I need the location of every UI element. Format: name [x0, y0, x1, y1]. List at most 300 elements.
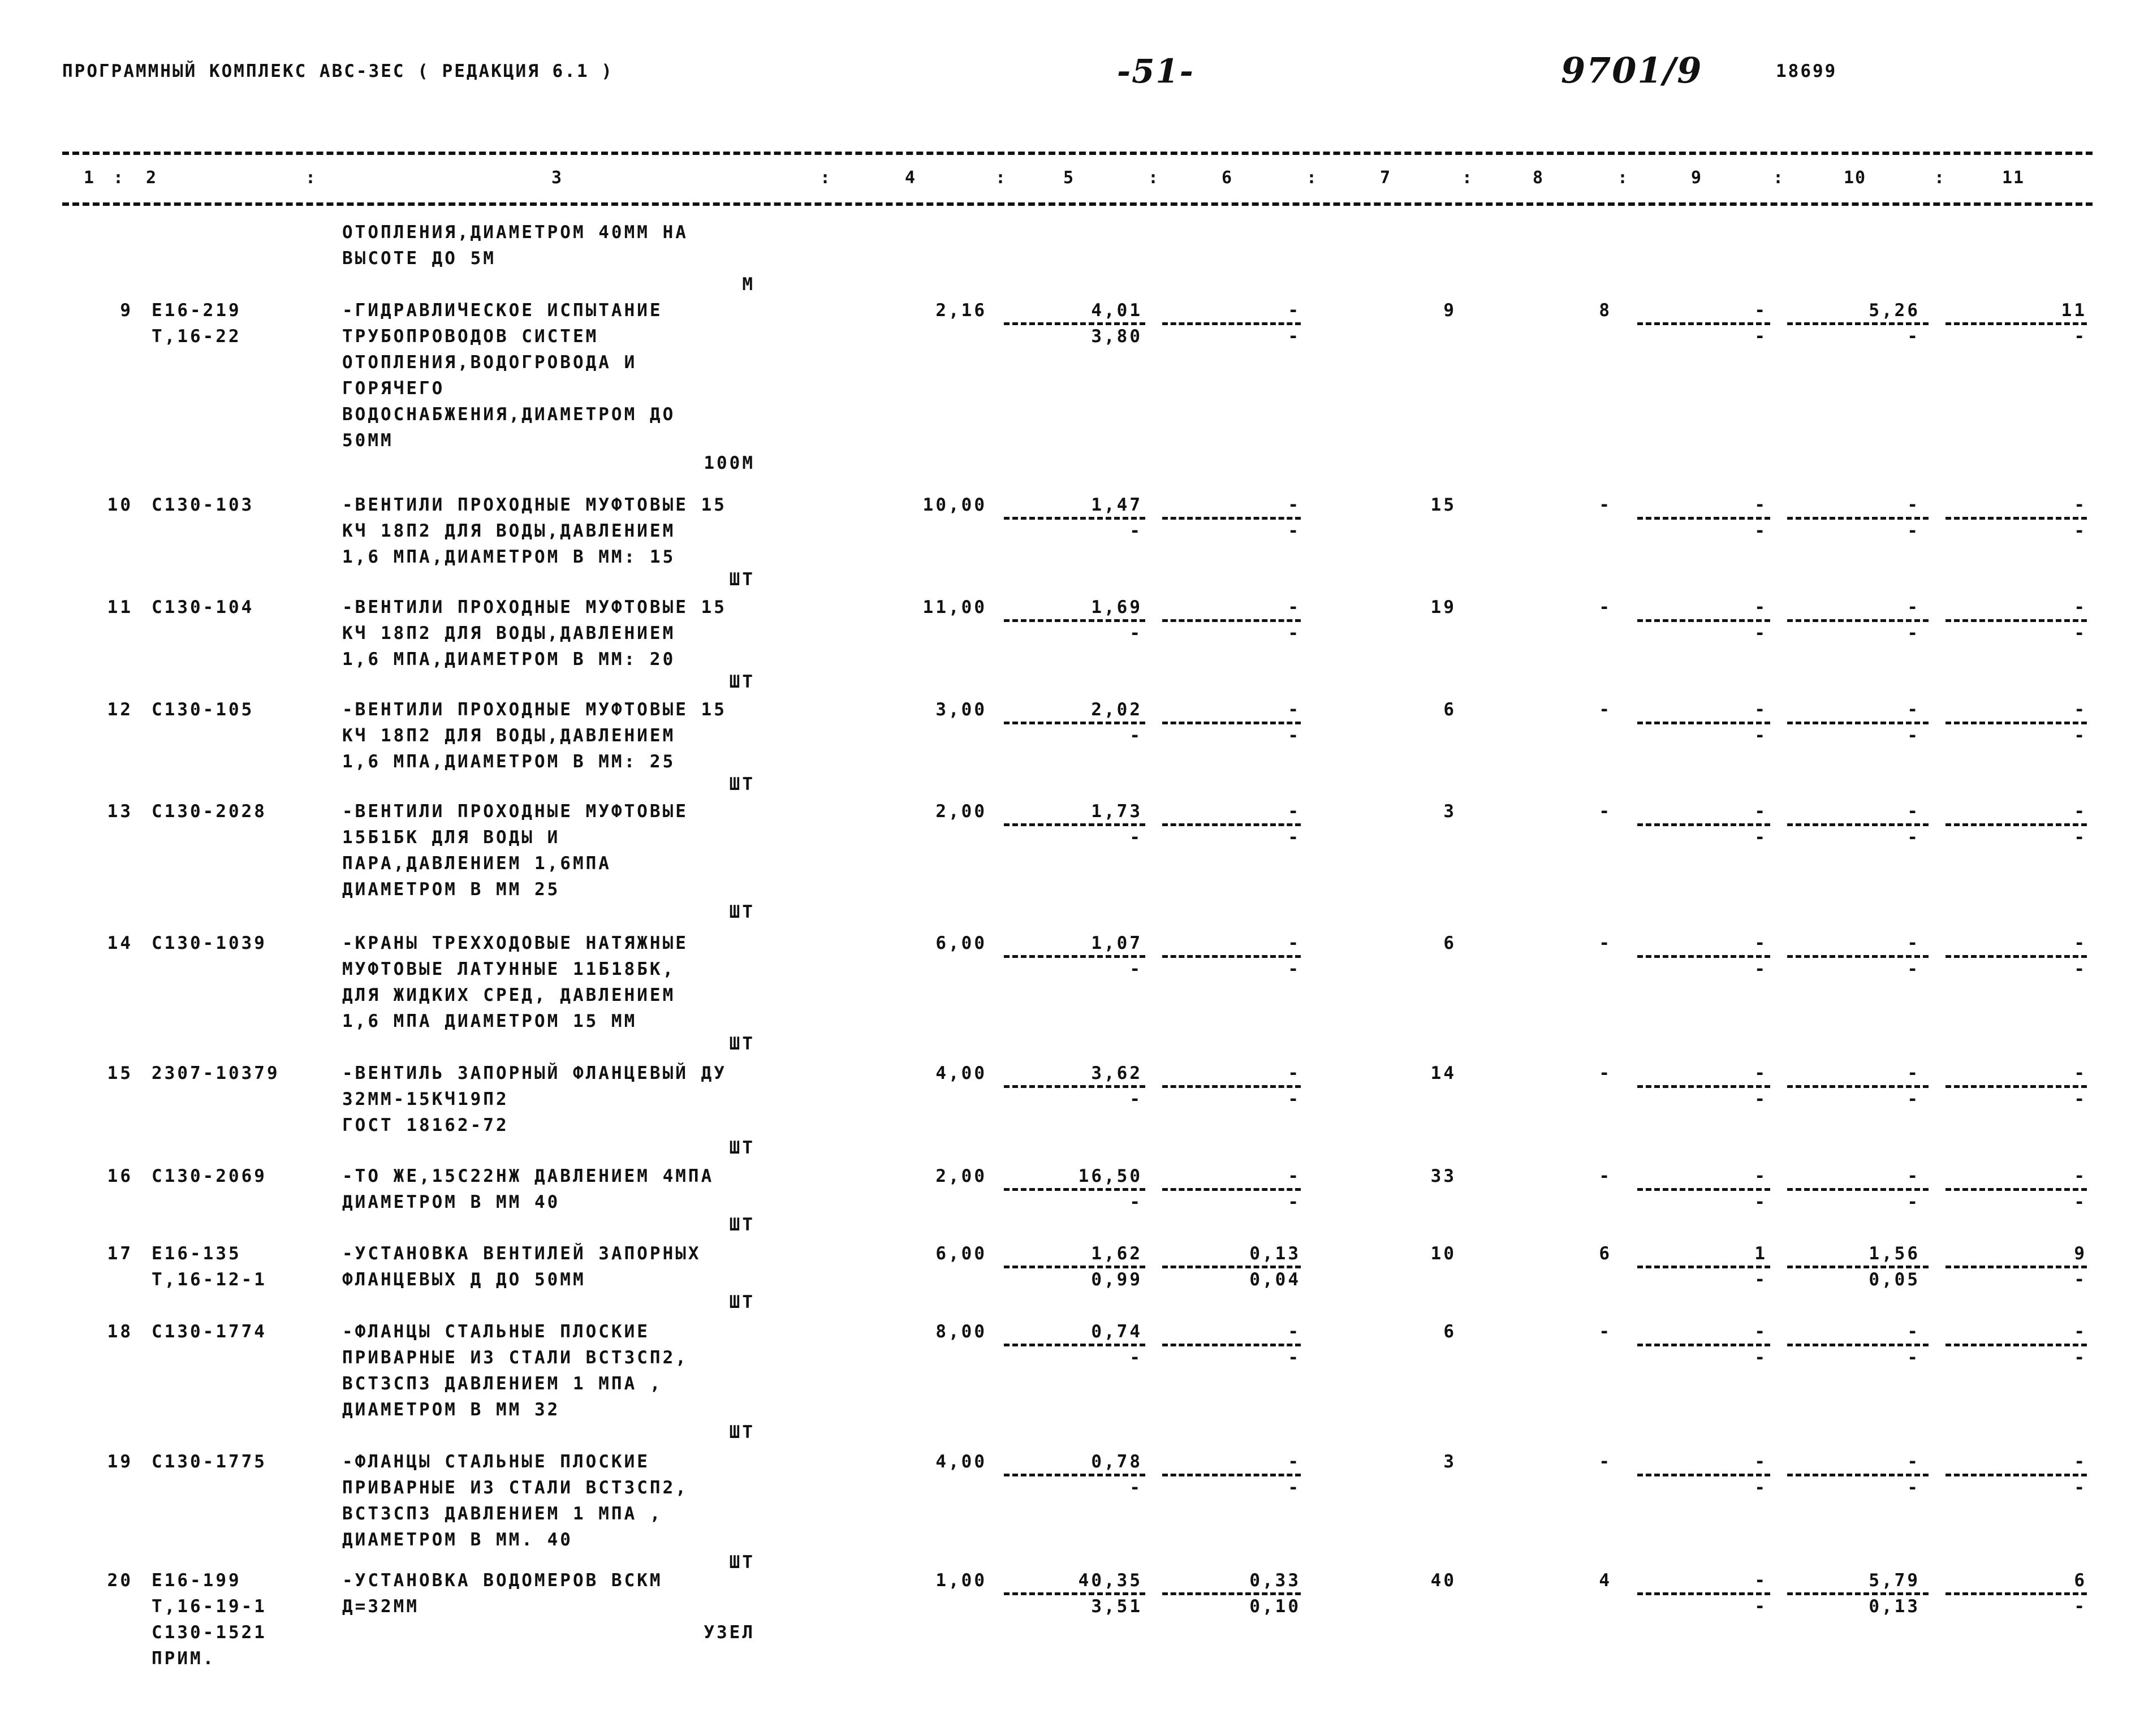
col8-value: 6 — [1599, 1243, 1612, 1264]
c5-bottom-value: - — [1129, 827, 1142, 848]
work-description: ПАРА,ДАВЛЕНИЕМ 1,6МПА — [342, 853, 611, 874]
work-description: 1,6 МПА ДИАМЕТРОМ 15 ММ — [342, 1011, 637, 1031]
price-code: С130-1774 — [152, 1322, 267, 1342]
c10-bottom-value: - — [1907, 1478, 1920, 1498]
work-description: ФЛАНЦЕВЫХ Д ДО 50ММ — [342, 1269, 586, 1290]
c11-top-value: 11 — [2061, 300, 2087, 321]
c11-top-value: - — [2074, 495, 2087, 515]
c6-dash-rule — [1162, 1344, 1301, 1346]
c11-top-value: 9 — [2074, 1243, 2087, 1264]
c11-top-value: - — [2074, 933, 2087, 953]
c9-dash-rule — [1637, 1592, 1770, 1595]
price-code: С130-105 — [152, 699, 254, 720]
c9-bottom-value: - — [1754, 726, 1767, 746]
c6-top-value: - — [1288, 1452, 1301, 1472]
c5-bottom-value: - — [1129, 1348, 1142, 1368]
work-description: ДИАМЕТРОМ В ММ. 40 — [342, 1530, 573, 1550]
work-description: ДИАМЕТРОМ В ММ 32 — [342, 1400, 560, 1420]
work-description: 1,6 МПА,ДИАМЕТРОМ В ММ: 25 — [342, 752, 676, 772]
column-separator: : — [1773, 168, 1784, 188]
c10-top-value: - — [1907, 597, 1920, 617]
c9-top-value: - — [1754, 1063, 1767, 1083]
price-code: С130-1521 — [152, 1622, 267, 1643]
continuation-line: ВЫСОТЕ ДО 5М — [342, 248, 496, 269]
unit-of-measure: ШТ — [729, 1138, 755, 1158]
c9-top-value: - — [1754, 597, 1767, 617]
price-code: E16-219 — [152, 300, 241, 321]
c6-bottom-value: - — [1288, 623, 1301, 644]
work-description: ГОСТ 18162-72 — [342, 1115, 509, 1135]
work-description: -ВЕНТИЛЬ ЗАПОРНЫЙ ФЛАНЦЕВЫЙ ДУ — [342, 1063, 727, 1083]
work-description: -ВЕНТИЛИ ПРОХОДНЫЕ МУФТОВЫЕ 15 — [342, 699, 727, 720]
c6-bottom-value: - — [1288, 726, 1301, 746]
quantity: 1,00 — [935, 1570, 987, 1591]
col7-value: 6 — [1443, 699, 1456, 720]
continuation-unit: М — [742, 274, 755, 295]
unit-of-measure: ШТ — [729, 1422, 755, 1443]
c10-top-value: - — [1907, 1063, 1920, 1083]
c5-top-value: 1,07 — [1091, 933, 1142, 953]
c10-top-value: 5,26 — [1869, 300, 1920, 321]
c5-dash-rule — [1004, 1188, 1145, 1191]
c11-bottom-value: - — [2074, 623, 2087, 644]
c5-top-value: 4,01 — [1091, 300, 1142, 321]
c6-bottom-value: - — [1288, 521, 1301, 541]
quantity: 10,00 — [922, 495, 987, 515]
row-number: 19 — [107, 1452, 133, 1472]
column-separator: : — [1462, 168, 1473, 188]
work-description: ДЛЯ ЖИДКИХ СРЕД, ДАВЛЕНИЕМ — [342, 985, 676, 1005]
row-number: 17 — [107, 1243, 133, 1264]
c10-top-value: 1,56 — [1869, 1243, 1920, 1264]
c6-dash-rule — [1162, 322, 1301, 325]
c6-dash-rule — [1162, 1474, 1301, 1476]
c11-bottom-value: - — [2074, 726, 2087, 746]
work-description: КЧ 18П2 ДЛЯ ВОДЫ,ДАВЛЕНИЕМ — [342, 521, 676, 541]
c5-top-value: 40,35 — [1078, 1570, 1142, 1591]
quantity: 2,00 — [935, 801, 987, 822]
price-code: E16-199 — [152, 1570, 241, 1591]
c11-dash-rule — [1945, 1266, 2087, 1268]
row-number: 13 — [107, 801, 133, 822]
c6-dash-rule — [1162, 955, 1301, 958]
c9-top-value: - — [1754, 300, 1767, 321]
c11-dash-rule — [1945, 1344, 2087, 1346]
c9-bottom-value: - — [1754, 959, 1767, 979]
c10-bottom-value: - — [1907, 326, 1920, 347]
row-number: 11 — [107, 597, 133, 617]
c6-dash-rule — [1162, 823, 1301, 826]
c6-top-value: - — [1288, 933, 1301, 953]
col8-value: 4 — [1599, 1570, 1612, 1591]
work-description: -ВЕНТИЛИ ПРОХОДНЫЕ МУФТОВЫЕ — [342, 801, 688, 822]
c11-dash-rule — [1945, 823, 2087, 826]
c5-bottom-value: - — [1129, 959, 1142, 979]
continuation-line: ОТОПЛЕНИЯ,ДИАМЕТРОМ 40ММ НА — [342, 222, 688, 243]
c5-dash-rule — [1004, 1474, 1145, 1476]
work-description: ТРУБОПРОВОДОВ СИСТЕМ — [342, 326, 599, 347]
column-separator: : — [305, 168, 316, 188]
c6-top-value: - — [1288, 801, 1301, 822]
c11-bottom-value: - — [2074, 1269, 2087, 1290]
c11-dash-rule — [1945, 955, 2087, 958]
c10-top-value: - — [1907, 1166, 1920, 1186]
column-number-1: 1 — [84, 168, 96, 188]
c10-top-value: - — [1907, 1452, 1920, 1472]
quantity: 6,00 — [935, 933, 987, 953]
c5-top-value: 1,69 — [1091, 597, 1142, 617]
col8-value: - — [1599, 933, 1612, 953]
c11-top-value: 6 — [2074, 1570, 2087, 1591]
price-code: Т,16-19-1 — [152, 1596, 267, 1617]
quantity: 2,16 — [935, 300, 987, 321]
c6-dash-rule — [1162, 1188, 1301, 1191]
c5-dash-rule — [1004, 955, 1145, 958]
c5-top-value: 0,78 — [1091, 1452, 1142, 1472]
price-code: С130-1775 — [152, 1452, 267, 1472]
c5-bottom-value: 0,99 — [1091, 1269, 1142, 1290]
col7-value: 10 — [1430, 1243, 1456, 1264]
c6-top-value: - — [1288, 1322, 1301, 1342]
c9-bottom-value: - — [1754, 827, 1767, 848]
unit-of-measure: ШТ — [729, 1034, 755, 1054]
c11-bottom-value: - — [2074, 1478, 2087, 1498]
page-number: -51- — [1117, 52, 1194, 90]
unit-of-measure: ШТ — [729, 1215, 755, 1235]
column-number-11: 11 — [2002, 168, 2025, 188]
c5-dash-rule — [1004, 722, 1145, 724]
quantity: 3,00 — [935, 699, 987, 720]
column-separator: : — [113, 168, 124, 188]
c5-top-value: 1,73 — [1091, 801, 1142, 822]
col8-value: - — [1599, 801, 1612, 822]
work-description: -ВЕНТИЛИ ПРОХОДНЫЕ МУФТОВЫЕ 15 — [342, 495, 727, 515]
c9-bottom-value: - — [1754, 1478, 1767, 1498]
quantity: 11,00 — [922, 597, 987, 617]
c11-top-value: - — [2074, 597, 2087, 617]
c9-dash-rule — [1637, 722, 1770, 724]
c11-bottom-value: - — [2074, 827, 2087, 848]
c10-bottom-value: - — [1907, 1089, 1920, 1109]
work-description: -ТО ЖЕ,15С22НЖ ДАВЛЕНИЕМ 4МПА — [342, 1166, 714, 1186]
c9-dash-rule — [1637, 1344, 1770, 1346]
c11-bottom-value: - — [2074, 1192, 2087, 1212]
c5-top-value: 16,50 — [1078, 1166, 1142, 1186]
unit-of-measure: ШТ — [729, 569, 755, 590]
work-description: 1,6 МПА,ДИАМЕТРОМ В ММ: 20 — [342, 649, 676, 670]
c5-dash-rule — [1004, 1344, 1145, 1346]
unit-of-measure: ШТ — [729, 774, 755, 794]
c6-top-value: 0,13 — [1249, 1243, 1301, 1264]
col7-value: 9 — [1443, 300, 1456, 321]
c10-top-value: - — [1907, 1322, 1920, 1342]
c10-top-value: - — [1907, 801, 1920, 822]
quantity: 2,00 — [935, 1166, 987, 1186]
work-description: -УСТАНОВКА ВЕНТИЛЕЙ ЗАПОРНЫХ — [342, 1243, 701, 1264]
unit-of-measure: ШТ — [729, 1292, 755, 1312]
c10-top-value: - — [1907, 495, 1920, 515]
quantity: 8,00 — [935, 1322, 987, 1342]
c6-bottom-value: - — [1288, 827, 1301, 848]
price-code: С130-2028 — [152, 801, 267, 822]
c10-bottom-value: - — [1907, 521, 1920, 541]
unit-of-measure: ШТ — [729, 902, 755, 922]
c9-bottom-value: - — [1754, 1089, 1767, 1109]
c6-dash-rule — [1162, 517, 1301, 520]
c6-top-value: - — [1288, 1063, 1301, 1083]
c6-dash-rule — [1162, 1085, 1301, 1088]
column-number-6: 6 — [1222, 168, 1233, 188]
c11-dash-rule — [1945, 1188, 2087, 1191]
c11-dash-rule — [1945, 1592, 2087, 1595]
c9-top-value: - — [1754, 801, 1767, 822]
row-number: 14 — [107, 933, 133, 953]
c5-dash-rule — [1004, 517, 1145, 520]
row-number: 10 — [107, 495, 133, 515]
col7-value: 6 — [1443, 933, 1456, 953]
c5-bottom-value: - — [1129, 1192, 1142, 1212]
col8-value: - — [1599, 597, 1612, 617]
col7-value: 40 — [1430, 1570, 1456, 1591]
program-title: ПРОГРАММНЫЙ КОМПЛЕКС АВС-ЗЕС ( РЕДАКЦИЯ 6.1 ) — [62, 61, 614, 81]
work-description: -УСТАНОВКА ВОДОМЕРОВ ВСКМ — [342, 1570, 663, 1591]
column-separator: : — [995, 168, 1006, 188]
c10-top-value: 5,79 — [1869, 1570, 1920, 1591]
c9-dash-rule — [1637, 823, 1770, 826]
unit-of-measure: ШТ — [729, 672, 755, 692]
c11-bottom-value: - — [2074, 959, 2087, 979]
c10-bottom-value: 0,13 — [1869, 1596, 1920, 1617]
c11-top-value: - — [2074, 1322, 2087, 1342]
c11-bottom-value: - — [2074, 1348, 2087, 1368]
row-number: 12 — [107, 699, 133, 720]
work-description: Д=32ММ — [342, 1596, 419, 1617]
c9-top-value: - — [1754, 1452, 1767, 1472]
c10-top-value: - — [1907, 699, 1920, 720]
c6-bottom-value: - — [1288, 326, 1301, 347]
c9-dash-rule — [1637, 1474, 1770, 1476]
work-description: ДИАМЕТРОМ В ММ 25 — [342, 879, 560, 900]
col7-value: 6 — [1443, 1322, 1456, 1342]
work-description: ДИАМЕТРОМ В ММ 40 — [342, 1192, 560, 1212]
c11-dash-rule — [1945, 322, 2087, 325]
column-number-2: 2 — [146, 168, 158, 188]
c9-bottom-value: - — [1754, 1596, 1767, 1617]
c9-dash-rule — [1637, 619, 1770, 622]
col8-value: - — [1599, 1063, 1612, 1083]
c11-top-value: - — [2074, 1452, 2087, 1472]
work-description: КЧ 18П2 ДЛЯ ВОДЫ,ДАВЛЕНИЕМ — [342, 623, 676, 644]
work-description: ГОРЯЧЕГО — [342, 378, 445, 399]
c6-dash-rule — [1162, 619, 1301, 622]
c9-top-value: - — [1754, 495, 1767, 515]
work-description: -ВЕНТИЛИ ПРОХОДНЫЕ МУФТОВЫЕ 15 — [342, 597, 727, 617]
c11-top-value: - — [2074, 1063, 2087, 1083]
c5-bottom-value: - — [1129, 521, 1142, 541]
col8-value: - — [1599, 699, 1612, 720]
c11-bottom-value: - — [2074, 1596, 2087, 1617]
column-number-9: 9 — [1691, 168, 1703, 188]
c6-bottom-value: - — [1288, 1348, 1301, 1368]
c10-bottom-value: - — [1907, 726, 1920, 746]
c11-top-value: - — [2074, 1166, 2087, 1186]
c6-bottom-value: - — [1288, 1089, 1301, 1109]
work-description: -ФЛАНЦЫ СТАЛЬНЫЕ ПЛОСКИЕ — [342, 1452, 650, 1472]
col8-value: - — [1599, 495, 1612, 515]
c5-top-value: 3,62 — [1091, 1063, 1142, 1083]
quantity: 4,00 — [935, 1063, 987, 1083]
c6-top-value: - — [1288, 300, 1301, 321]
price-code: С130-103 — [152, 495, 254, 515]
c9-dash-rule — [1637, 1085, 1770, 1088]
work-description: ОТОПЛЕНИЯ,ВОДОГРОВОДА И — [342, 352, 637, 373]
price-code: 2307-10379 — [152, 1063, 280, 1083]
c10-top-value: - — [1907, 933, 1920, 953]
c6-top-value: - — [1288, 495, 1301, 515]
work-description: -КРАНЫ ТРЕХХОДОВЫЕ НАТЯЖНЫЕ — [342, 933, 688, 953]
c9-bottom-value: - — [1754, 326, 1767, 347]
col7-value: 14 — [1430, 1063, 1456, 1083]
col7-value: 15 — [1430, 495, 1456, 515]
price-code: С130-1039 — [152, 933, 267, 953]
c10-bottom-value: 0,05 — [1869, 1269, 1920, 1290]
work-description: МУФТОВЫЕ ЛАТУННЫЕ 11Б18БК, — [342, 959, 676, 979]
c9-dash-rule — [1637, 1188, 1770, 1191]
work-description: КЧ 18П2 ДЛЯ ВОДЫ,ДАВЛЕНИЕМ — [342, 726, 676, 746]
c5-bottom-value: - — [1129, 1089, 1142, 1109]
c5-top-value: 1,47 — [1091, 495, 1142, 515]
col7-value: 3 — [1443, 1452, 1456, 1472]
c6-dash-rule — [1162, 722, 1301, 724]
col8-value: - — [1599, 1166, 1612, 1186]
c11-bottom-value: - — [2074, 1089, 2087, 1109]
work-description: 1,6 МПА,ДИАМЕТРОМ В ММ: 15 — [342, 547, 676, 567]
c5-dash-rule — [1004, 619, 1145, 622]
work-description: 32ММ-15КЧ19П2 — [342, 1089, 509, 1109]
c9-bottom-value: - — [1754, 1269, 1767, 1290]
col7-value: 19 — [1430, 597, 1456, 617]
document-code: 18699 — [1776, 61, 1837, 81]
c11-dash-rule — [1945, 517, 2087, 520]
c9-bottom-value: - — [1754, 1192, 1767, 1212]
c5-bottom-value: 3,80 — [1091, 326, 1142, 347]
c5-dash-rule — [1004, 823, 1145, 826]
c5-bottom-value: 3,51 — [1091, 1596, 1142, 1617]
c6-bottom-value: - — [1288, 1192, 1301, 1212]
c9-dash-rule — [1637, 1266, 1770, 1268]
unit-of-measure: 100М — [704, 453, 755, 473]
c6-bottom-value: 0,04 — [1249, 1269, 1301, 1290]
work-description: 50ММ — [342, 430, 394, 451]
work-description: -ФЛАНЦЫ СТАЛЬНЫЕ ПЛОСКИЕ — [342, 1322, 650, 1342]
c6-bottom-value: - — [1288, 959, 1301, 979]
c5-top-value: 2,02 — [1091, 699, 1142, 720]
c5-dash-rule — [1004, 1085, 1145, 1088]
price-code: С130-2069 — [152, 1166, 267, 1186]
col7-value: 33 — [1430, 1166, 1456, 1186]
c11-dash-rule — [1945, 1085, 2087, 1088]
c11-bottom-value: - — [2074, 326, 2087, 347]
c11-top-value: - — [2074, 699, 2087, 720]
c10-bottom-value: - — [1907, 1192, 1920, 1212]
c11-bottom-value: - — [2074, 521, 2087, 541]
row-number: 9 — [120, 300, 133, 321]
work-description: 15Б1БК ДЛЯ ВОДЫ И — [342, 827, 560, 848]
work-description: ПРИВАРНЫЕ ИЗ СТАЛИ ВСТ3СП2, — [342, 1478, 688, 1498]
row-number: 20 — [107, 1570, 133, 1591]
c9-top-value: - — [1754, 933, 1767, 953]
column-number-3: 3 — [551, 168, 563, 188]
c9-bottom-value: - — [1754, 1348, 1767, 1368]
c11-dash-rule — [1945, 1474, 2087, 1476]
column-separator: : — [1306, 168, 1317, 188]
c5-bottom-value: - — [1129, 726, 1142, 746]
c9-top-value: 1 — [1754, 1243, 1767, 1264]
c5-top-value: 1,62 — [1091, 1243, 1142, 1264]
col8-value: - — [1599, 1322, 1612, 1342]
work-description: ПРИВАРНЫЕ ИЗ СТАЛИ ВСТ3СП2, — [342, 1348, 688, 1368]
work-description: ВОДОСНАБЖЕНИЯ,ДИАМЕТРОМ ДО — [342, 404, 676, 425]
c9-top-value: - — [1754, 1322, 1767, 1342]
column-number-10: 10 — [1844, 168, 1867, 188]
c9-dash-rule — [1637, 517, 1770, 520]
row-number: 15 — [107, 1063, 133, 1083]
price-code: Т,16-12-1 — [152, 1269, 267, 1290]
price-code: E16-135 — [152, 1243, 241, 1264]
c6-top-value: - — [1288, 1166, 1301, 1186]
price-code: ПРИМ. — [152, 1648, 216, 1669]
work-description: -ГИДРАВЛИЧЕСКОЕ ИСПЫТАНИЕ — [342, 300, 663, 321]
column-number-4: 4 — [905, 168, 917, 188]
c5-bottom-value: - — [1129, 623, 1142, 644]
column-separator: : — [1934, 168, 1945, 188]
document-number: 9701/9 — [1561, 50, 1703, 91]
column-separator: : — [1148, 168, 1159, 188]
quantity: 4,00 — [935, 1452, 987, 1472]
c5-top-value: 0,74 — [1091, 1322, 1142, 1342]
column-number-8: 8 — [1533, 168, 1545, 188]
c9-dash-rule — [1637, 955, 1770, 958]
c9-top-value: - — [1754, 1166, 1767, 1186]
c11-dash-rule — [1945, 619, 2087, 622]
c9-bottom-value: - — [1754, 521, 1767, 541]
c10-bottom-value: - — [1907, 623, 1920, 644]
c9-top-value: - — [1754, 699, 1767, 720]
c9-bottom-value: - — [1754, 623, 1767, 644]
price-code: Т,16-22 — [152, 326, 241, 347]
column-number-7: 7 — [1380, 168, 1392, 188]
work-description: ВСТ3СП3 ДАВЛЕНИЕМ 1 МПА , — [342, 1374, 663, 1394]
col7-value: 3 — [1443, 801, 1456, 822]
unit-of-measure: ШТ — [729, 1552, 755, 1573]
c9-top-value: - — [1754, 1570, 1767, 1591]
column-separator: : — [820, 168, 831, 188]
row-number: 16 — [107, 1166, 133, 1186]
c11-dash-rule — [1945, 722, 2087, 724]
c6-top-value: - — [1288, 699, 1301, 720]
c6-top-value: 0,33 — [1249, 1570, 1301, 1591]
c10-bottom-value: - — [1907, 959, 1920, 979]
c6-bottom-value: - — [1288, 1478, 1301, 1498]
col8-value: 8 — [1599, 300, 1612, 321]
c6-bottom-value: 0,10 — [1249, 1596, 1301, 1617]
c10-bottom-value: - — [1907, 827, 1920, 848]
column-separator: : — [1617, 168, 1628, 188]
row-number: 18 — [107, 1322, 133, 1342]
c6-top-value: - — [1288, 597, 1301, 617]
work-description: ВСТ3СП3 ДАВЛЕНИЕМ 1 МПА , — [342, 1504, 663, 1524]
c11-top-value: - — [2074, 801, 2087, 822]
